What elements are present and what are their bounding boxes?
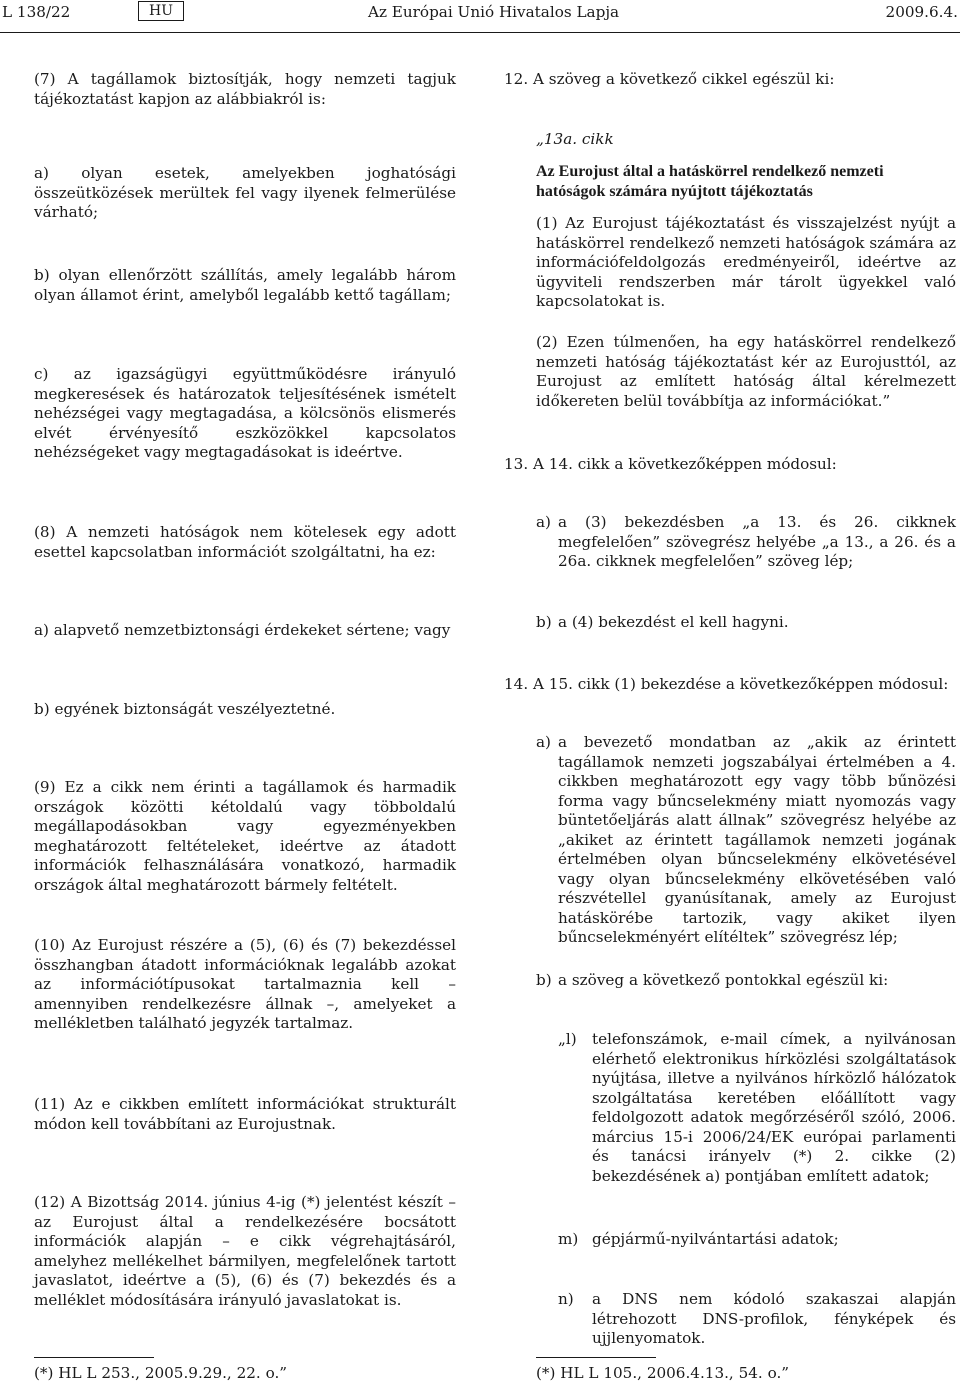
paragraph-8-b: b) egyének biztonságát veszélyeztetné. bbox=[34, 700, 336, 718]
footnote-right: (*) HL L 105., 2006.4.13., 54. o.” bbox=[536, 1364, 790, 1382]
item-text: a bevezető mondatban az „akik az érintett tagállamok nemzeti jogszabályai értelmében a 4. cikkben meghatározott egy vagy több bűnözési forma vagy bűncselekmény miatt nyomozás vagy büntetőeljárás alatt állnak” szövegrész helyébe az „akiket az érintett tagállamok nemzeti jogának értelmében olyan bűncselekmény elkövetésével vagy olyan bűncselekmény elkövetésében való részvétellel gyanúsítanak, amely az Eurojust hatáskörébe tartozik, vagy akiket ilyen bűncselekményért elítéltek” szövegrész lép; bbox=[558, 733, 956, 946]
item-14-a bbox=[536, 733, 956, 948]
paragraph-8-a: a) alapvető nemzetbiztonsági érdekeket sértene; vagy bbox=[34, 621, 451, 639]
item-14-m bbox=[558, 1230, 956, 1250]
item-text: a szöveg a következő pontokkal egészül ki: bbox=[558, 971, 889, 989]
item-14-b bbox=[536, 971, 956, 991]
paragraph-9: (9) Ez a cikk nem érinti a tagállamok és harmadik országok közötti kétoldalú vagy többoldalú megállapodásokban vagy egyezményekben meghatározott feltételeket, ideértve az átadott információk felhasználására vonatkozó, harmadik országok által meghatározott bármely feltételt. bbox=[34, 778, 456, 894]
article-13a-heading: „13a. cikk bbox=[536, 130, 614, 148]
header-divider bbox=[0, 32, 960, 33]
item-14-l bbox=[558, 1030, 956, 1186]
item-14: 14. A 15. cikk (1) bekezdése a következőképpen módosul: bbox=[504, 675, 949, 693]
item-12: 12. A szöveg a következő cikkel egészül ki: bbox=[504, 70, 835, 88]
footnote-left: (*) HL L 253., 2005.9.29., 22. o.” bbox=[34, 1364, 288, 1382]
paragraph-12: (12) A Bizottság 2014. június 4-ig (*) jelentést készít – az Eurojust által a rendelkezésére bocsátott információk alapján – e cikk végrehajtásáról, amelyhez mellékelhet bármilyen, megfelelőnek tartott javaslatot, ideértve a (5), (6) és (7) bekezdés és a melléklet módosítására irányuló javaslatokat is. bbox=[34, 1193, 456, 1309]
paragraph-7-c: c) az igazságügyi együttműködésre irányuló megkeresések és határozatok teljesítésének ismételt nehézségei vagy megtagadása, a kölcsönös elismerés elvét érvényesítő eszközökkel kapcsolatos nehézségeket vagy megtagadásokat is ideértve. bbox=[34, 365, 456, 461]
publication-date: 2009.6.4. bbox=[885, 3, 958, 21]
paragraph-8-intro: (8) A nemzeti hatóságok nem kötelesek egy adott esettel kapcsolatban információt szolgáltatni, ha ez: bbox=[34, 523, 456, 561]
paragraph-7-b: b) olyan ellenőrzött szállítás, amely legalább három olyan államot érint, amelyből legalább kettő tagállam; bbox=[34, 266, 456, 304]
article-13a-paragraph-1: (1) Az Eurojust tájékoztatást és visszajelzést nyújt a hatáskörrel rendelkező nemzeti hatóságok számára az információfeldolgozás eredményeiről, ideértve az ügyviteli rendszerben már tárolt ügyekkel való kapcsolatokat is. bbox=[536, 214, 956, 310]
article-13a-title: Az Eurojust által a hatáskörrel rendelkező nemzeti hatóságok számára nyújtott tájékoztatás bbox=[536, 163, 884, 200]
item-marker: b) bbox=[536, 971, 552, 989]
item-marker: a) bbox=[536, 733, 551, 751]
item-marker: n) bbox=[558, 1290, 574, 1308]
footnote-divider bbox=[34, 1357, 154, 1358]
footnote-divider bbox=[536, 1357, 656, 1358]
item-13-b bbox=[536, 613, 956, 633]
item-marker: „l) bbox=[558, 1030, 577, 1048]
item-marker: m) bbox=[558, 1230, 579, 1248]
language-badge: HU bbox=[138, 1, 184, 21]
page-reference: L 138/22 bbox=[2, 3, 71, 21]
item-text: a DNS nem kódoló szakaszai alapján létrehozott DNS-profilok, fényképek és ujjlenyomatok. bbox=[592, 1290, 956, 1347]
item-text: a (3) bekezdésben „a 13. és 26. cikknek megfelelően” szövegrész helyébe „a 13., a 26. és a 26a. cikknek megfelelően” szöveg lép; bbox=[558, 513, 956, 570]
page-header bbox=[0, 0, 960, 30]
item-marker: b) bbox=[536, 613, 552, 631]
item-marker: a) bbox=[536, 513, 551, 531]
item-text: telefonszámok, e-mail címek, a nyilvánosan elérhető elektronikus hírközlési szolgáltatások nyújtása, illetve a nyilvános hírközlő hálózatok szolgáltatása keretében előállított vagy feldolgozott adatok megőrzéséről szóló, 2006. március 15-i 2006/24/EK európai parlamenti és tanácsi irányelv (*) 2. cikke (2) bekezdésének a) pontjában említett adatok; bbox=[592, 1030, 956, 1185]
item-14-n bbox=[558, 1290, 956, 1349]
journal-title: Az Európai Unió Hivatalos Lapja bbox=[368, 3, 620, 21]
article-13a-paragraph-2: (2) Ezen túlmenően, ha egy hatáskörrel rendelkező nemzeti hatóság tájékoztatást kér az Eurojusttól, az Eurojust az említett hatóság által kérelmezett időkereten belül továbbítja az információkat.” bbox=[536, 333, 956, 410]
item-13-a bbox=[536, 513, 956, 572]
paragraph-10: (10) Az Eurojust részére a (5), (6) és (7) bekezdéssel összhangban átadott információknak legalább azokat az információtípusokat tartalmaznia kell – amennyiben rendelkezésre állnak –, amelyeket a mellékletben található jegyzék tartalmaz. bbox=[34, 936, 456, 1032]
item-text: gépjármű-nyilvántartási adatok; bbox=[592, 1230, 839, 1248]
paragraph-7-a: a) olyan esetek, amelyekben joghatósági összeütközések merültek fel vagy ilyenek felmerülése várható; bbox=[34, 164, 456, 221]
item-13: 13. A 14. cikk a következőképpen módosul: bbox=[504, 455, 837, 473]
paragraph-11: (11) Az e cikkben említett információkat strukturált módon kell továbbítani az Eurojustnak. bbox=[34, 1095, 456, 1133]
paragraph-7-intro: (7) A tagállamok biztosítják, hogy nemzeti tagjuk tájékoztatást kapjon az alábbiakról is: bbox=[34, 70, 456, 108]
item-text: a (4) bekezdést el kell hagyni. bbox=[558, 613, 789, 631]
